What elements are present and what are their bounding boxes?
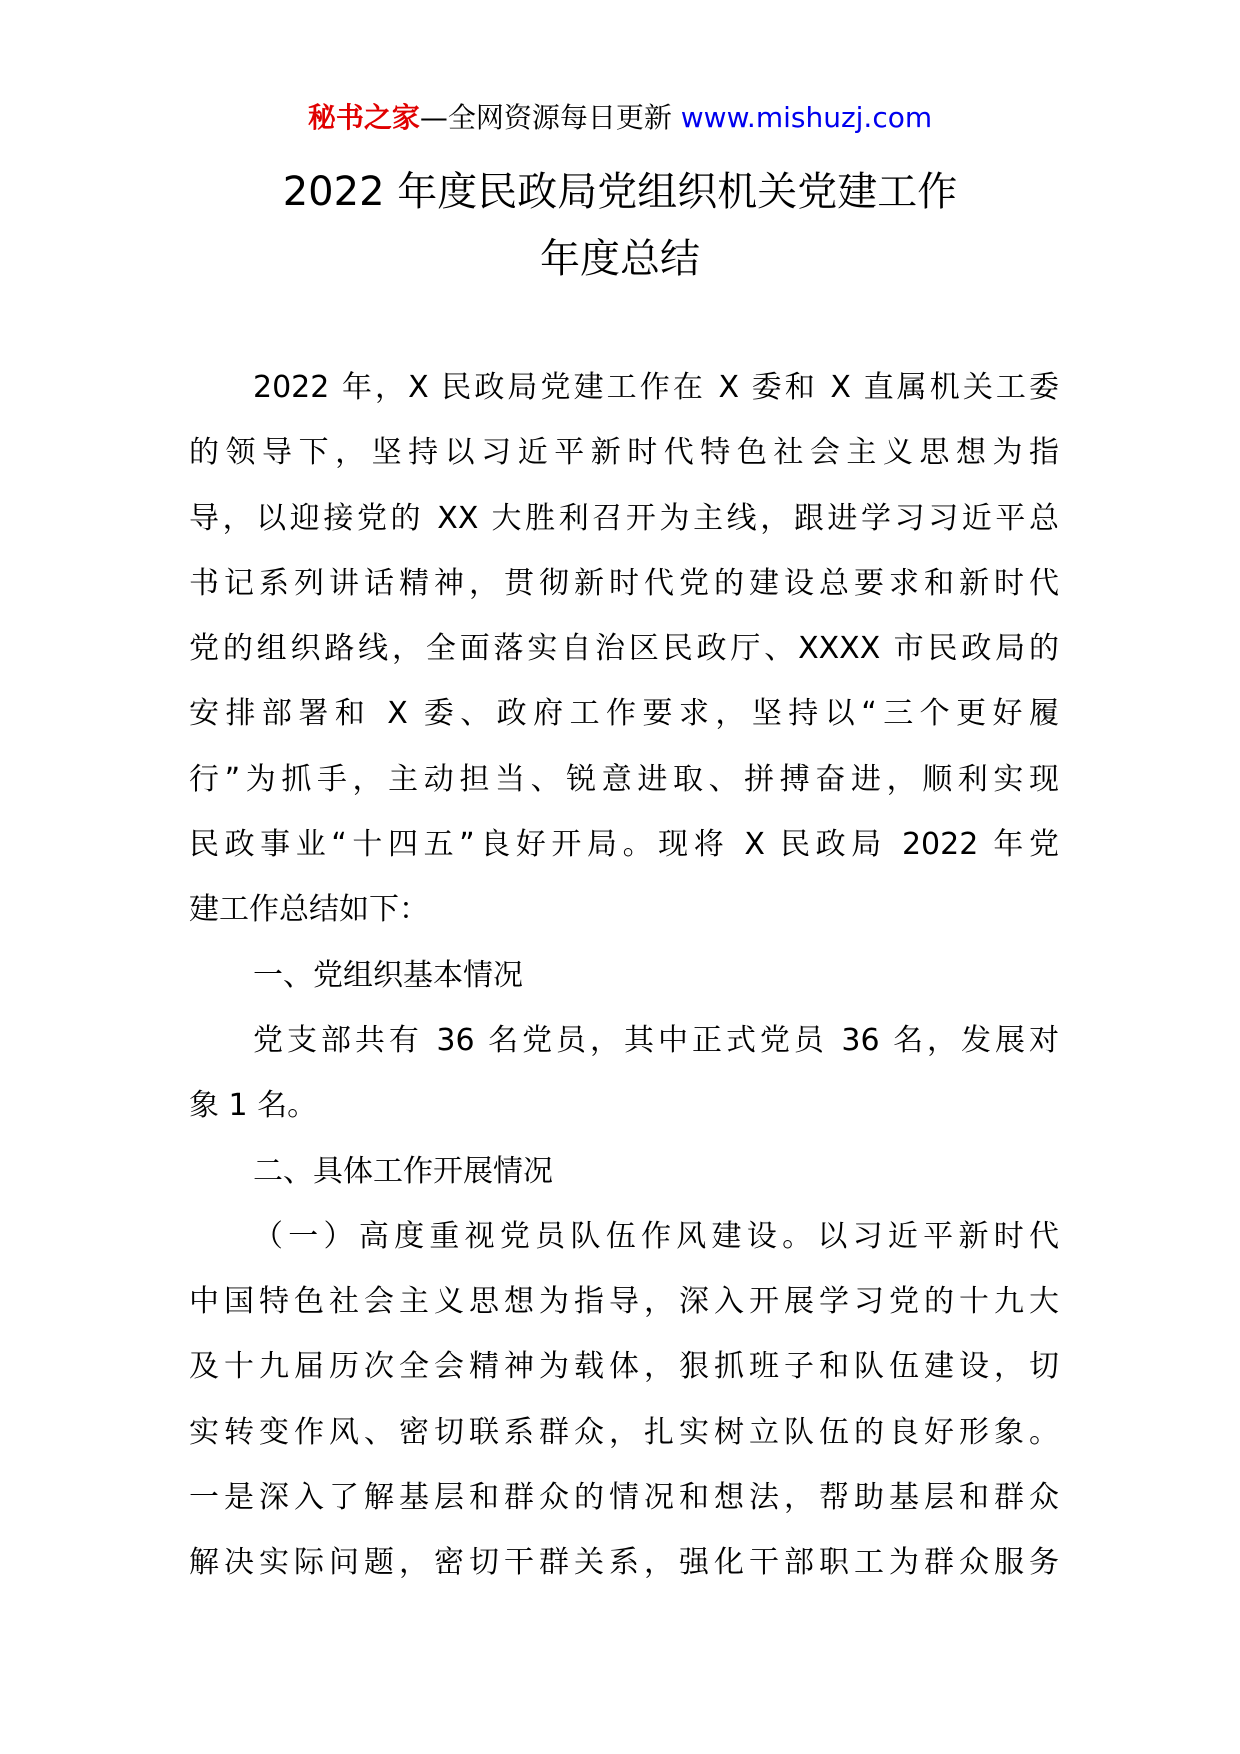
section-heading-2: 二、具体工作开展情况: [253, 1153, 553, 1189]
body-line-16: 及十九届历次全会精神为载体，狠抓班子和队伍建设，切: [189, 1349, 1059, 1385]
body-line-7: 行”为抓手，主动担当、锐意进取、拼搏奋进，顺利实现: [189, 761, 1059, 797]
body-line-2: 的领导下，坚持以习近平新时代特色社会主义思想为指: [189, 435, 1059, 471]
body-line-3: 导，以迎接党的 XX 大胜利召开为主线，跟进学习习近平总: [189, 500, 1059, 536]
document-title-line-2: 年度总结: [540, 236, 700, 282]
body-line-11: 党支部共有 36 名党员，其中正式党员 36 名，发展对: [253, 1022, 1059, 1058]
body-line-6: 安排部署和 X 委、政府工作要求，坚持以“三个更好履: [189, 696, 1059, 732]
body-line-19: 解决实际问题，密切干群关系，强化干部职工为群众服务: [189, 1545, 1059, 1581]
site-url-link[interactable]: www.mishuzj.com: [680, 101, 933, 134]
section-heading-1: 一、党组织基本情况: [253, 957, 523, 993]
body-line-17: 实转变作风、密切联系群众，扎实树立队伍的良好形象。: [189, 1414, 1059, 1450]
document-title-line-1: 2022 年度民政局党组织机关党建工作: [282, 169, 958, 215]
body-line-14: （一）高度重视党员队伍作风建设。以习近平新时代: [253, 1218, 1059, 1254]
body-line-15: 中国特色社会主义思想为指导，深入开展学习党的十九大: [189, 1284, 1059, 1320]
body-line-12: 象 1 名。: [189, 1088, 318, 1124]
brand-name: 秘书之家: [307, 101, 420, 134]
body-line-18: 一是深入了解基层和群众的情况和想法，帮助基层和群众: [189, 1480, 1059, 1516]
site-header-banner: [0, 98, 1240, 138]
body-line-4: 书记系列讲话精神，贯彻新时代党的建设总要求和新时代: [189, 565, 1059, 601]
body-line-1: 2022 年，X 民政局党建工作在 X 委和 X 直属机关工委: [253, 370, 1059, 405]
document-body: [189, 355, 1059, 1596]
body-line-5: 党的组织路线，全面落实自治区民政厅、XXXX 市民政局的: [189, 631, 1059, 667]
body-line-8: 民政事业“十四五”良好开局。现将 X 民政局 2022 年党: [189, 827, 1059, 863]
header-tagline: —全网资源每日更新: [419, 101, 681, 134]
body-line-9: 建工作总结如下：: [189, 892, 429, 928]
